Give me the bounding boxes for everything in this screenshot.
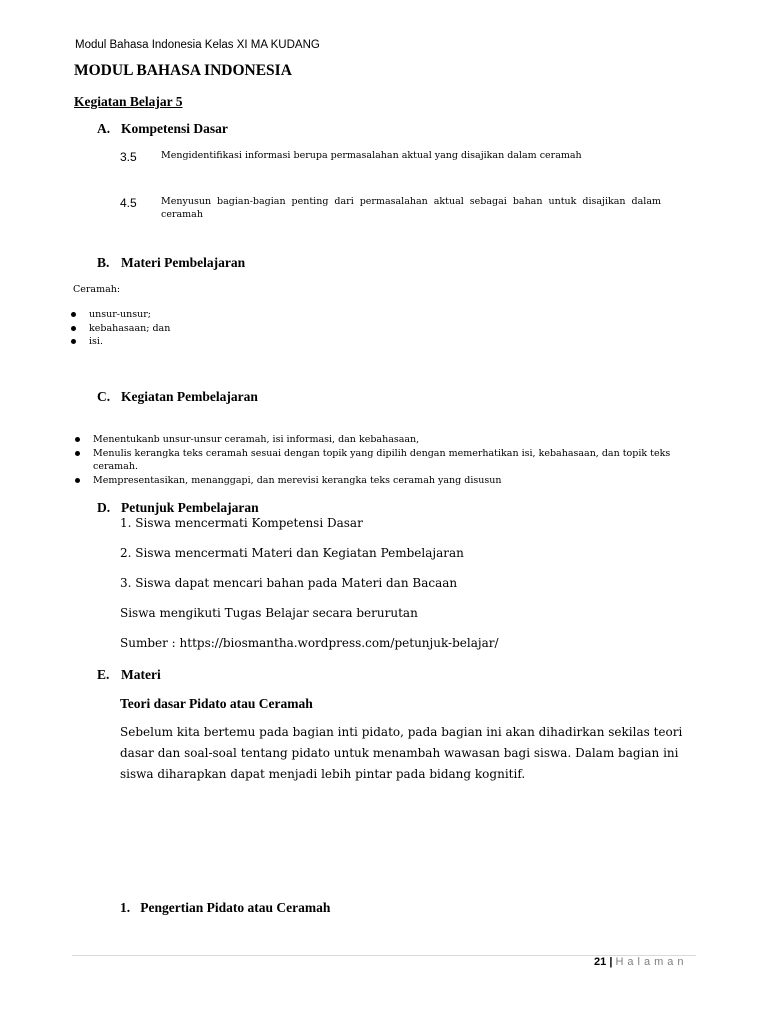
list-item: Mempresentasikan, menanggapi, dan merevisi kerangka teks ceramah yang disusun — [75, 474, 697, 488]
kd-text: Menyusun bagian-bagian penting dari permasalahan aktual sebagai bahan untuk disajikan dalam ceramah — [161, 196, 661, 220]
kd-number: 4.5 — [120, 196, 137, 210]
section-b-letter: B. — [97, 255, 110, 270]
bullet-icon — [75, 451, 80, 456]
kegiatan-heading: Kegiatan Belajar 5 — [74, 94, 183, 109]
section-a-title: Kompetensi Dasar — [121, 121, 228, 136]
list-item: unsur-unsur; — [71, 308, 371, 322]
petunjuk-line: 2. Siswa mencermati Materi dan Kegiatan Pembelajaran — [120, 546, 464, 560]
bullet-icon — [71, 339, 76, 344]
kd-number: 3.5 — [120, 150, 137, 164]
kegiatan-list — [75, 433, 697, 487]
page-footer — [594, 956, 687, 968]
materi-paragraph: Sebelum kita bertemu pada bagian inti pidato, pada bagian ini akan dihadirkan sekilas teori dasar dan soal-soal tentang pidato untuk menambah wawasan bagi siswa. Dalam bagian ini siswa diharapkan dapat menjadi lebih pintar pada bidang kognitif. — [120, 725, 683, 781]
materi-list — [71, 308, 371, 349]
section-b-heading — [97, 255, 245, 271]
page-number: 21 — [594, 956, 607, 968]
petunjuk-line: Siswa mengikuti Tugas Belajar secara berurutan — [120, 606, 418, 620]
petunjuk-line: 3. Siswa dapat mencari bahan pada Materi dan Bacaan — [120, 576, 458, 590]
materi-intro: Ceramah: — [73, 284, 121, 295]
bullet-icon — [75, 478, 80, 483]
footer-label: Halaman — [615, 956, 688, 968]
section-d-heading — [97, 500, 259, 516]
section-b-title: Materi Pembelajaran — [121, 255, 246, 270]
section-d-letter: D. — [97, 500, 111, 515]
section-e-letter: E. — [97, 667, 110, 682]
kd-text: Mengidentifikasi informasi berupa permasalahan aktual yang disajikan dalam ceramah — [161, 150, 582, 161]
section-a-letter: A. — [97, 121, 111, 136]
section-d-title: Petunjuk Pembelajaran — [121, 500, 259, 515]
section-a-heading — [97, 121, 228, 137]
section-c-title: Kegiatan Pembelajaran — [121, 389, 258, 404]
list-item: isi. — [71, 335, 371, 349]
bullet-icon — [71, 326, 76, 331]
running-header: Modul Bahasa Indonesia Kelas XI MA KUDANG — [75, 39, 320, 51]
section-c-heading — [97, 389, 258, 405]
list-item: Menentukanb unsur-unsur ceramah, isi informasi, dan kebahasaan, — [75, 433, 697, 447]
bullet-icon — [75, 437, 80, 442]
bullet-icon — [71, 312, 76, 317]
list-item: Menulis kerangka teks ceramah sesuai dengan topik yang dipilih dengan memerhatikan isi, kebahasaan, dan topik teks ceramah. — [75, 447, 697, 474]
source-link[interactable]: Sumber : https://biosmantha.wordpress.com/petunjuk-belajar/ — [120, 636, 499, 650]
subsection-heading: 1. Pengertian Pidato atau Ceramah — [120, 900, 331, 915]
footer-separator: | — [609, 956, 613, 968]
section-e-title: Materi — [121, 667, 161, 682]
petunjuk-line: 1. Siswa mencermati Kompetensi Dasar — [120, 516, 363, 530]
section-e-heading — [97, 667, 161, 683]
section-c-letter: C. — [97, 389, 111, 404]
document-title: MODUL BAHASA INDONESIA — [74, 62, 292, 79]
list-item: kebahasaan; dan — [71, 322, 371, 336]
materi-subtitle: Teori dasar Pidato atau Ceramah — [120, 696, 313, 711]
